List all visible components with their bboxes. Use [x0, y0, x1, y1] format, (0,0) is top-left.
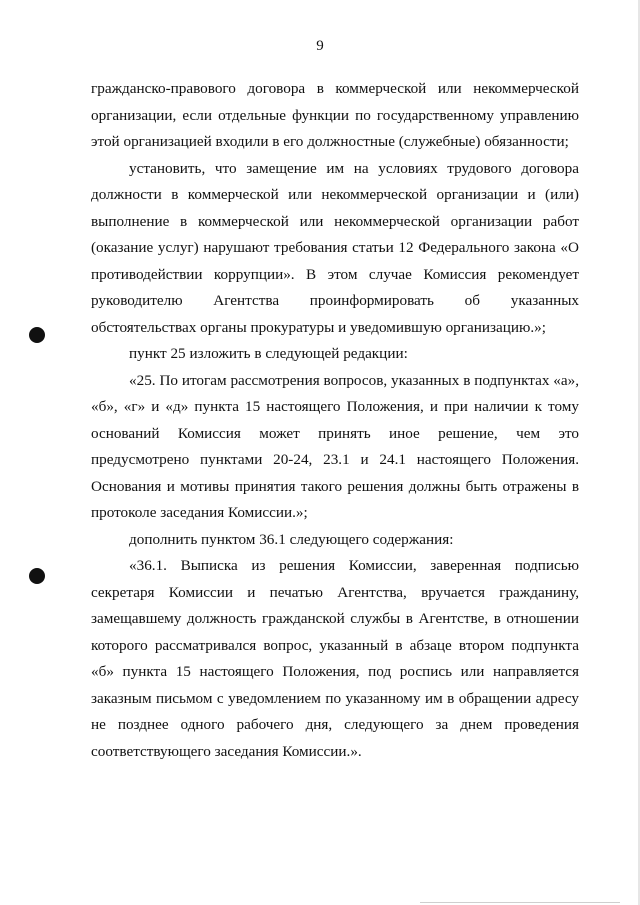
paragraph: «36.1. Выписка из решения Комиссии, заверенная подписью секретаря Комиссии и печатью Агентства, вручается гражданину, замещавшему должность гражданской службы в Агентстве, в отношении которого рассматривался вопрос, указанный в абзаце втором подпункта «б» пункта 15 настоящего Положения, под роспись или направляется заказным письмом с уведомлением по указанному им в обращении адресу не позднее одного рабочего дня, следующего за днем проведения соответствующего заседания Комиссии.». [91, 557, 579, 760]
document-body [91, 76, 579, 765]
binder-hole-marker [29, 568, 45, 584]
page-number: 9 [316, 38, 324, 54]
binder-hole-marker [29, 327, 45, 343]
paragraph: установить, что замещение им на условиях трудового договора должности в коммерческой или некоммерческой организации и (или) выполнение в коммерческой или некоммерческой организации работ (оказание услуг) нарушают требования статьи 12 Федерального закона «О противодействии коррупции». В этом случае Комиссия рекомендует руководителю Агентства проинформировать об указанных обстоятельствах органы прокуратуры и уведомившую организацию.»; [91, 159, 579, 336]
paragraph: «25. По итогам рассмотрения вопросов, указанных в подпунктах «а», «б», «г» и «д» пункта 15 настоящего Положения, и при наличии к тому оснований Комиссия может принять иное решение, чем это предусмотрено пунктами 20-24, 23.1 и 24.1 настоящего Положения. Основания и мотивы принятия такого решения должны быть отражены в протоколе заседания Комиссии.»; [91, 371, 579, 521]
paragraph: пункт 25 изложить в следующей редакции: [129, 345, 408, 362]
scan-artifact-line [420, 902, 620, 903]
paragraph: дополнить пунктом 36.1 следующего содержания: [129, 530, 454, 548]
paragraph: гражданско-правового договора в коммерческой или некоммерческой организации, если отдельные функции по государственному управлению этой организацией входили в его должностные (служебные) обязанности; [91, 80, 579, 150]
